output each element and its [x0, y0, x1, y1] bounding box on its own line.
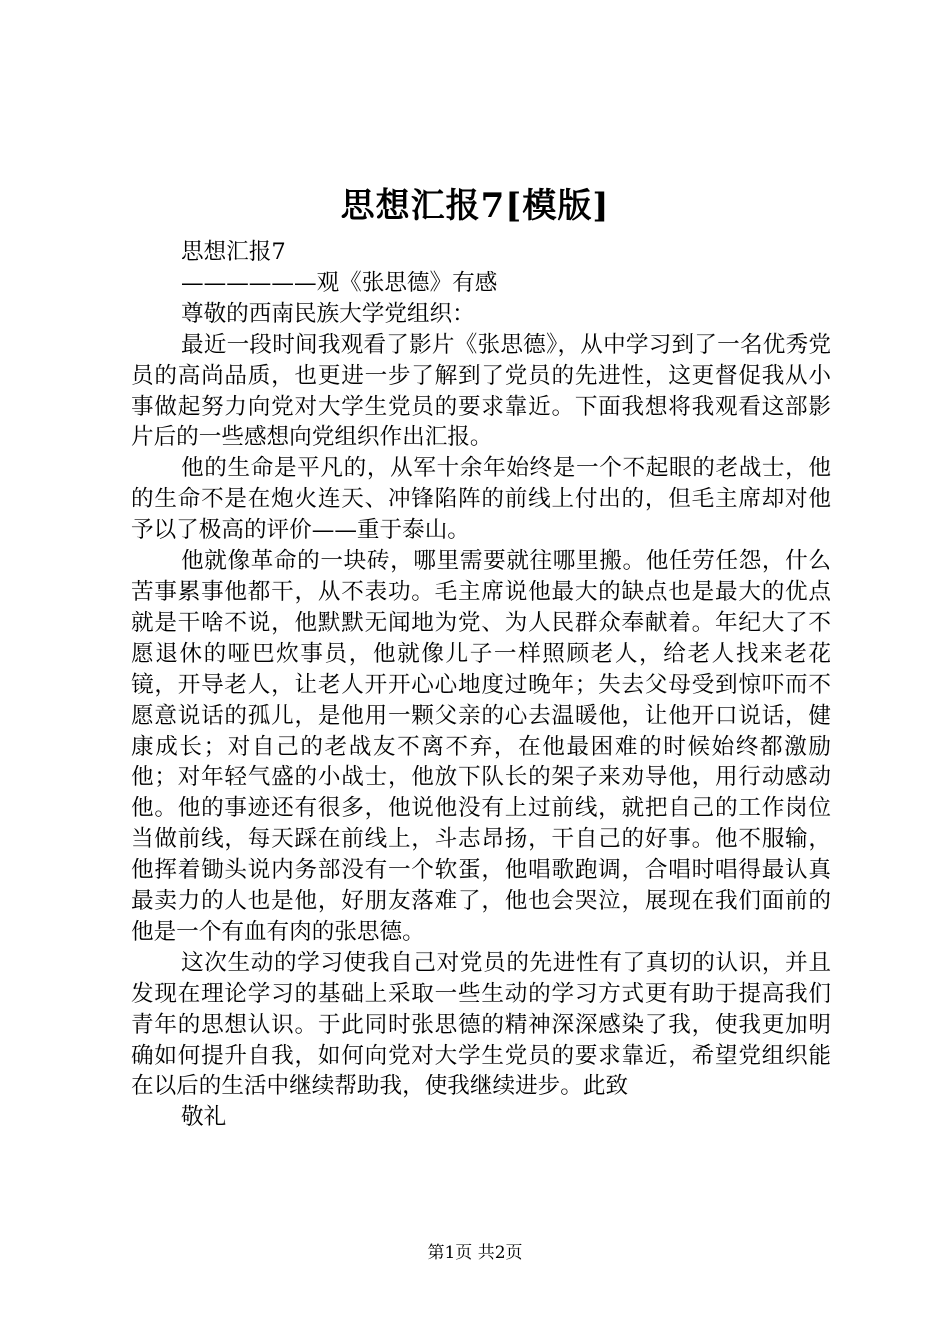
salutation: 尊敬的西南民族大学党组织：	[181, 300, 475, 327]
body-paragraph: 最近一段时间我观看了影片《张思德》，从中学习到了一名优秀党员的高尚品质，也更进一步了解到了党员的先进性，这更督促我从小事做起努力向党对大学生党员的要求靠近。下面我想将我观看这部影片后的一些感想向党组织作出汇报。	[131, 331, 831, 451]
body-paragraph: 这次生动的学习使我自己对党员的先进性有了真切的认识，并且发现在理论学习的基础上采取一些生动的学习方式更有助于提高我们青年的思想认识。于此同时张思德的精神深深感染了我，使我更加明确如何提升自我，如何向党对大学生党员的要求靠近，希望党组织能在以后的生活中继续帮助我，使我继续进步。此致	[131, 949, 831, 1100]
closing: 敬礼	[181, 1104, 227, 1131]
document-body	[131, 237, 831, 1133]
document-title: 思想汇报7[模版]	[340, 186, 610, 226]
body-paragraph: 他就像革命的一块砖，哪里需要就往哪里搬。他任劳任怨，什么苦事累事他都干，从不表功。毛主席说他最大的缺点也是最大的优点就是干啥不说，他默默无闻地为党、为人民群众奉献着。年纪大了不愿退休的哑巴炊事员，他就像儿子一样照顾老人，给老人找来老花镜，开导老人，让老人开开心心地度过晚年；失去父母受到惊吓而不愿意说话的孤儿，是他用一颗父亲的心去温暖他，让他开口说话，健康成长；对自己的老战友不离不弃，在他最困难的时候始终都激励他；对年轻气盛的小战士，他放下队长的架子来劝导他，用行动感动他。他的事迹还有很多，他说他没有上过前线，就把自己的工作岗位当做前线，每天踩在前线上，斗志昂扬，干自己的好事。他不服输，他挥着锄头说内务部没有一个软蛋，他唱歌跑调，合唱时唱得最认真最卖力的人也是他，好朋友落难了，他也会哭泣，展现在我们面前的他是一个有血有肉的张思德。	[131, 548, 831, 945]
subtitle-line: ——————观《张思德》有感	[181, 269, 498, 296]
body-paragraph: 他的生命是平凡的，从军十余年始终是一个不起眼的老战士，他的生命不是在炮火连天、冲锋陷阵的前线上付出的，但毛主席却对他予以了极高的评价——重于泰山。	[131, 455, 831, 544]
page-footer: 第1页 共2页	[427, 1243, 523, 1263]
subtitle-line: 思想汇报7	[181, 239, 286, 265]
